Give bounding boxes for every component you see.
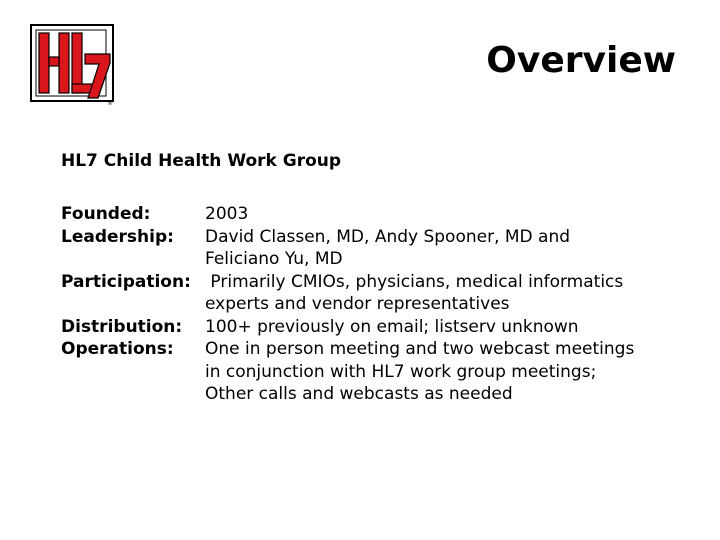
operations-line: One in person meeting and two webcast meetings [205, 339, 635, 359]
slide-title: Overview [486, 40, 676, 81]
operations-value [205, 338, 681, 406]
leadership-line: David Classen, MD, Andy Spooner, MD and [205, 226, 571, 247]
hl7-logo-graphic [30, 24, 114, 106]
operations-line: in conjunction with HL7 work group meetings; [205, 361, 597, 382]
details-list [61, 203, 681, 406]
participation-line: Primarily CMIOs, physicians, medical informatics [205, 271, 624, 292]
distribution-value [205, 316, 681, 339]
participation-label: Participation: [61, 271, 191, 292]
svg-text:®: ® [107, 100, 113, 106]
detail-row-founded [61, 203, 681, 226]
leadership-line: Feliciano Yu, MD [205, 249, 343, 269]
distribution-label: Distribution: [61, 316, 183, 337]
participation-line: experts and vendor representatives [205, 294, 510, 314]
leadership-value [205, 226, 681, 271]
hl7-logo [30, 24, 114, 106]
founded-label: Founded: [61, 204, 151, 224]
operations-line: Other calls and webcasts as needed [205, 384, 513, 404]
detail-row-leadership [61, 226, 681, 271]
detail-row-operations [61, 338, 681, 406]
detail-row-distribution [61, 316, 681, 339]
operations-label: Operations: [61, 339, 174, 359]
detail-row-participation [61, 271, 681, 316]
participation-value [205, 271, 681, 316]
founded-value [205, 203, 681, 226]
founded-line: 2003 [205, 204, 249, 224]
leadership-label: Leadership: [61, 226, 174, 247]
distribution-line: 100+ previously on email; listserv unknown [205, 316, 579, 337]
work-group-name: HL7 Child Health Work Group [61, 151, 342, 171]
